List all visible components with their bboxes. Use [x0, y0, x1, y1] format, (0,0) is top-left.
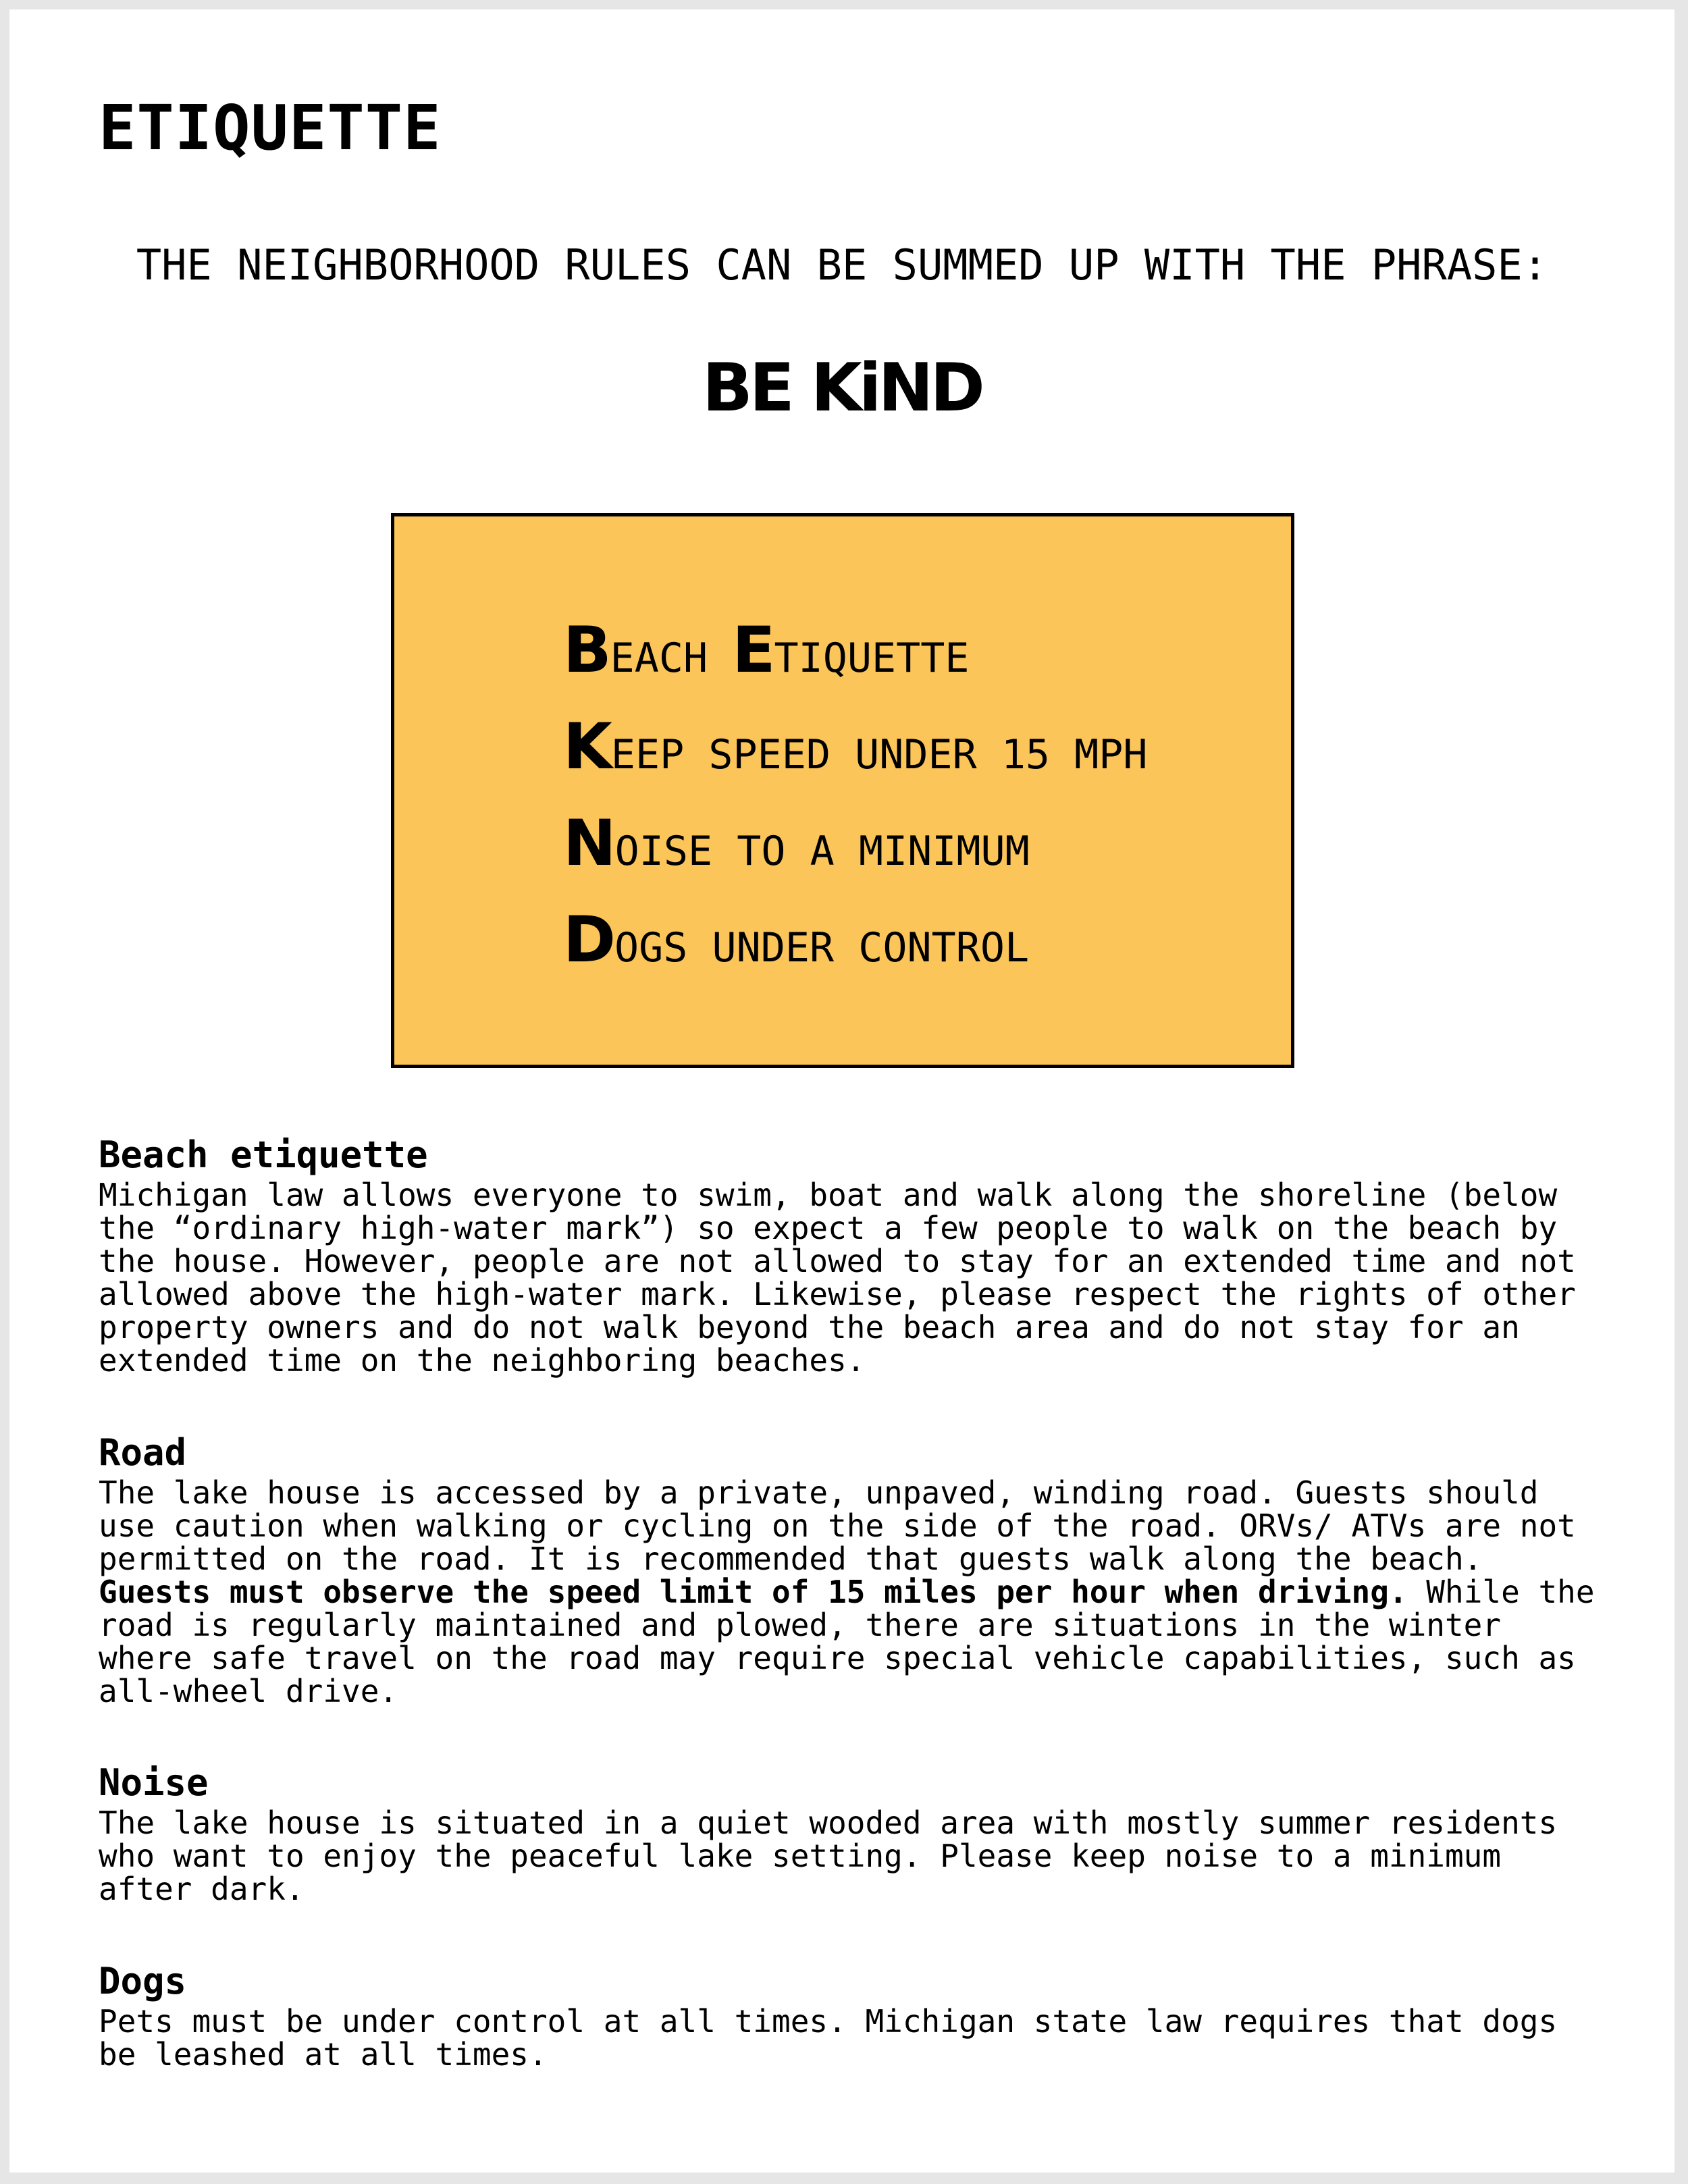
acrostic-rest: OISE TO A MINIMUM	[614, 828, 1030, 875]
acrostic-line-dogs	[563, 903, 1030, 977]
acrostic-rest: TIQUETTE	[774, 635, 970, 682]
acrostic-initial: D	[563, 903, 615, 977]
section-body	[99, 1476, 1598, 1708]
section-body: The lake house is situated in a quiet wooded area with mostly summer residents who want to enjoy the peaceful lake setting. Please keep noise to a minimum after dark.	[99, 1805, 1558, 1907]
acrostic-rest: OGS UNDER CONTROL	[614, 924, 1030, 971]
section-body: Pets must be under control at all times. Michigan state law requires that dogs be leashed at all times.	[99, 2003, 1558, 2073]
document-page	[9, 9, 1674, 2173]
acrostic-line-keep-speed	[563, 710, 1148, 784]
section-body: Michigan law allows everyone to swim, boat and walk along the shoreline (below the “ordinary high-water mark”) so expect a few people to walk on the beach by the house. However, people are not allowed to stay for an extended time and not allowed above the high-water mark. Likewise, please respect the rights of other property owners and do not walk beyond the beach area and do not stay for an extended time on the neighboring beaches.	[99, 1177, 1576, 1379]
section-beach-etiquette	[99, 1134, 1598, 1379]
acrostic-initial: N	[563, 807, 615, 880]
section-heading: Noise	[99, 1761, 209, 1804]
section-heading: Road	[99, 1431, 187, 1474]
section-dogs	[99, 1960, 1598, 2073]
acrostic-line-beach-etiquette	[563, 614, 970, 687]
acrostic-initial: K	[563, 710, 611, 784]
section-road	[99, 1431, 1598, 1709]
acrostic-line-noise	[563, 807, 1030, 880]
speed-limit-notice: Guests must observe the speed limit of 15 miles per hour when driving.	[99, 1574, 1408, 1610]
road-body-text: While the road is regularly maintained and plowed, there are situations in the winter where safe travel on the road may require special vehicle capabilities, such as all-wheel drive.	[99, 1574, 1595, 1709]
be-kind-acrostic-box	[391, 513, 1294, 1068]
road-body-text: The lake house is accessed by a private, unpaved, winding road. Guests should use caution when walking or cycling on the side of the road. ORVs/ ATVs are not permitted on the road. It is recommended that guests walk along the beach.	[99, 1474, 1576, 1577]
acrostic-rest: EEP SPEED UNDER 15 MPH	[610, 731, 1148, 778]
motto-heading: BE KiND	[702, 350, 982, 427]
page-title: ETIQUETTE	[99, 92, 442, 164]
section-heading: Beach etiquette	[99, 1134, 428, 1176]
acrostic-initial: E	[732, 614, 774, 687]
section-noise	[99, 1761, 1598, 1907]
acrostic-rest: EACH	[610, 635, 733, 682]
intro-text: THE NEIGHBORHOOD RULES CAN BE SUMMED UP WITH THE PHRASE:	[136, 240, 1548, 290]
acrostic-initial: B	[563, 614, 610, 687]
section-heading: Dogs	[99, 1960, 187, 2002]
